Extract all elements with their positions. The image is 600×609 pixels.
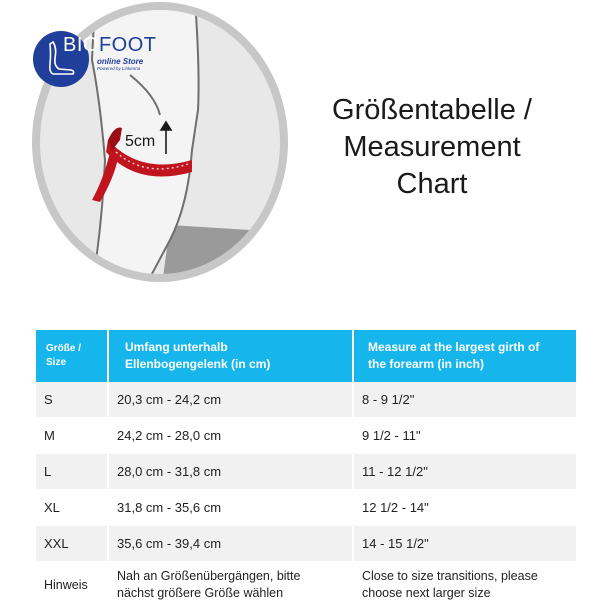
note-german-line2: nächst größere Größe wählen <box>117 586 284 600</box>
cell-inch: 12 1/2 - 14" <box>353 490 576 526</box>
table-row <box>36 454 576 490</box>
note-german-line1: Nah an Größenübergängen, bitte <box>117 569 301 583</box>
note-label: Hinweis <box>36 562 108 609</box>
header-size-line1: Größe / <box>46 343 82 354</box>
title-line-3: Chart <box>396 168 468 200</box>
header-cm-line2: Ellenbogengelenk (in cm) <box>125 357 271 371</box>
page-title <box>312 92 552 203</box>
note-row <box>36 562 576 609</box>
title-line-2: Measurement <box>343 131 521 163</box>
header-inch <box>353 330 576 382</box>
cell-cm: 28,0 cm - 31,8 cm <box>108 454 353 490</box>
header-cm <box>108 330 353 382</box>
cell-size: L <box>36 454 108 490</box>
table-row <box>36 490 576 526</box>
cell-cm: 31,8 cm - 35,6 cm <box>108 490 353 526</box>
cell-size: S <box>36 382 108 418</box>
cell-size: XXL <box>36 526 108 562</box>
note-english <box>353 562 576 609</box>
cell-inch: 8 - 9 1/2" <box>353 382 576 418</box>
cell-cm: 24,2 cm - 28,0 cm <box>108 418 353 454</box>
header-inch-line2: the forearm (in inch) <box>368 357 485 371</box>
header-inch-line1: Measure at the largest girth of <box>368 340 540 354</box>
table-header-row <box>36 330 576 382</box>
cell-cm: 20,3 cm - 24,2 cm <box>108 382 353 418</box>
logo-brand <box>63 34 157 57</box>
logo-tagline: online Store <box>97 57 144 66</box>
note-english-line1: Close to size transitions, please <box>362 569 538 583</box>
header-size <box>36 330 108 382</box>
table-row <box>36 382 576 418</box>
note-english-line2: choose next larger size <box>362 586 491 600</box>
measure-label: 5cm <box>125 133 156 150</box>
cell-inch: 9 1/2 - 11" <box>353 418 576 454</box>
cell-size: XL <box>36 490 108 526</box>
note-german <box>108 562 353 609</box>
title-line-1: Größentabelle / <box>332 94 532 126</box>
size-table <box>36 330 576 609</box>
header-cm-line1: Umfang unterhalb <box>125 340 228 354</box>
logo-subtagline: Powered by Linkenna <box>97 66 141 71</box>
logo-brand-bio: BIO <box>63 34 99 56</box>
cell-inch: 14 - 15 1/2" <box>353 526 576 562</box>
logo-brand-foot: FOOT <box>98 34 157 56</box>
header-size-line2: Size <box>46 357 67 368</box>
cell-inch: 11 - 12 1/2" <box>353 454 576 490</box>
cell-cm: 35,6 cm - 39,4 cm <box>108 526 353 562</box>
table-row <box>36 526 576 562</box>
table-row <box>36 418 576 454</box>
cell-size: M <box>36 418 108 454</box>
biofoot-logo[interactable] <box>33 28 157 88</box>
